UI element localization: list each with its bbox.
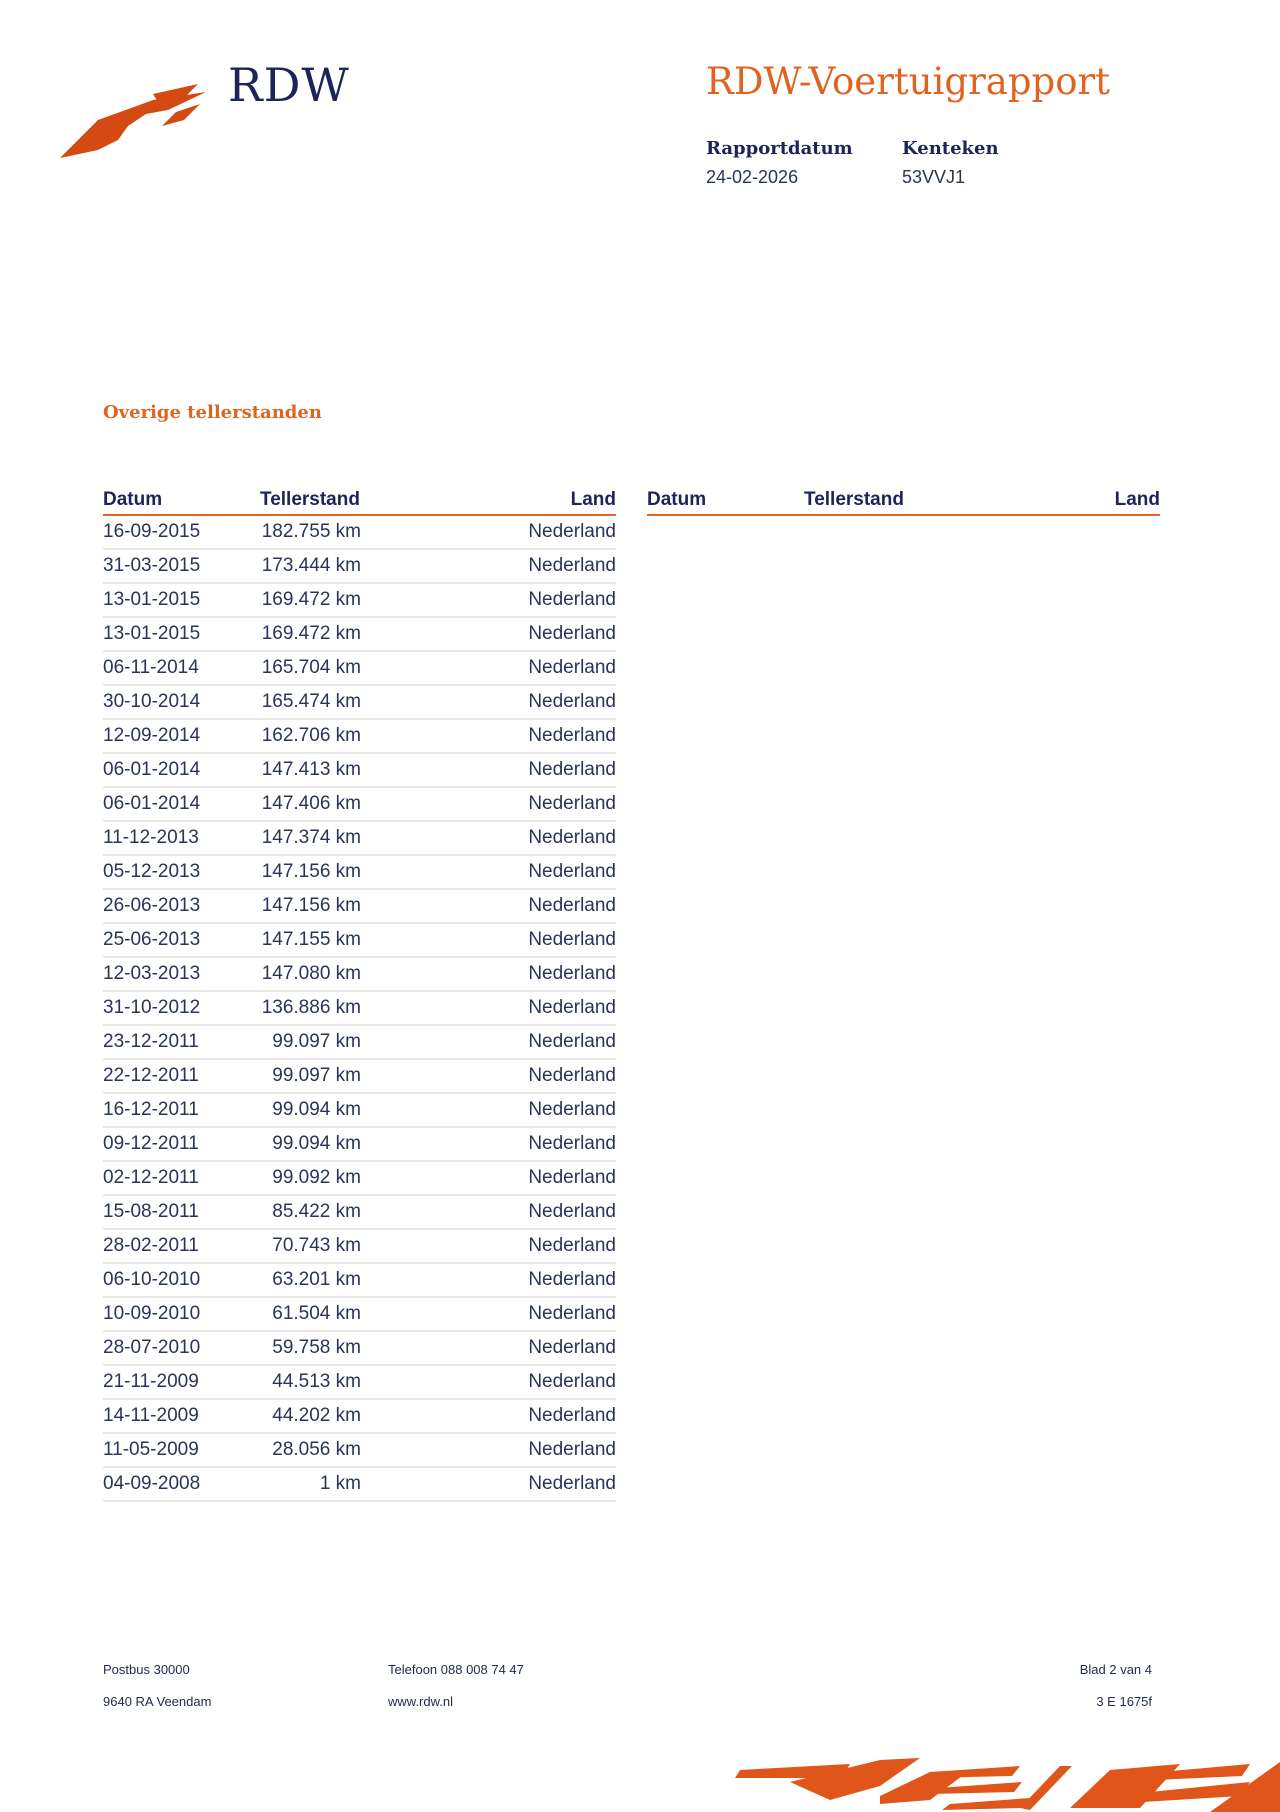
cell-land: Nederland [361, 1399, 616, 1433]
cell-tellerstand: 182.755 km [260, 515, 361, 549]
cell-land: Nederland [361, 1127, 616, 1161]
cell-tellerstand: 99.097 km [260, 1059, 361, 1093]
table-row [103, 549, 616, 583]
table-row [103, 787, 616, 821]
table-row [103, 1161, 616, 1195]
cell-tellerstand: 44.202 km [260, 1399, 361, 1433]
cell-land: Nederland [361, 1263, 616, 1297]
table-row [103, 1399, 616, 1433]
footer-address: 9640 RA Veendam [103, 1694, 212, 1709]
table-row [103, 957, 616, 991]
cell-datum: 06-11-2014 [103, 651, 260, 685]
cell-tellerstand: 99.094 km [260, 1093, 361, 1127]
table-row [103, 515, 616, 549]
table-row [103, 923, 616, 957]
kenteken-value: 53VVJ1 [902, 167, 966, 187]
cell-tellerstand: 99.097 km [260, 1025, 361, 1059]
cell-land: Nederland [361, 515, 616, 549]
cell-tellerstand: 147.156 km [260, 855, 361, 889]
cell-land: Nederland [361, 651, 616, 685]
cell-datum: 23-12-2011 [103, 1025, 260, 1059]
col-datum: Datum [103, 488, 260, 515]
cell-land: Nederland [361, 787, 616, 821]
cell-tellerstand: 147.374 km [260, 821, 361, 855]
cell-land: Nederland [361, 753, 616, 787]
cell-tellerstand: 147.413 km [260, 753, 361, 787]
cell-tellerstand: 169.472 km [260, 583, 361, 617]
cell-tellerstand: 28.056 km [260, 1433, 361, 1467]
cell-land: Nederland [361, 855, 616, 889]
cell-land: Nederland [361, 1467, 616, 1501]
table-row [103, 617, 616, 651]
footer-postbus: Postbus 30000 [103, 1662, 190, 1677]
kenteken-label: Kenteken [902, 138, 999, 159]
cell-land: Nederland [361, 923, 616, 957]
col-tellerstand-2: Tellerstand [804, 488, 905, 515]
cell-datum: 05-12-2013 [103, 855, 260, 889]
cell-land: Nederland [361, 549, 616, 583]
section-title: Overige tellerstanden [103, 402, 322, 423]
cell-datum: 16-09-2015 [103, 515, 260, 549]
table-row [103, 855, 616, 889]
table-row [103, 1127, 616, 1161]
cell-datum: 12-09-2014 [103, 719, 260, 753]
tellerstanden-table [103, 488, 616, 1502]
table-row [103, 1059, 616, 1093]
table-row [103, 1331, 616, 1365]
cell-tellerstand: 136.886 km [260, 991, 361, 1025]
cell-datum: 06-01-2014 [103, 753, 260, 787]
cell-datum: 21-11-2009 [103, 1365, 260, 1399]
col-datum-2: Datum [647, 488, 804, 515]
cell-land: Nederland [361, 889, 616, 923]
cell-land: Nederland [361, 991, 616, 1025]
cell-datum: 26-06-2013 [103, 889, 260, 923]
table-row [103, 1433, 616, 1467]
tellerstanden-table-2 [647, 488, 1160, 516]
kenteken-block [902, 138, 999, 188]
cell-tellerstand: 147.155 km [260, 923, 361, 957]
table-row [103, 1365, 616, 1399]
table-row [103, 1467, 616, 1501]
cell-land: Nederland [361, 1297, 616, 1331]
cell-tellerstand: 99.094 km [260, 1127, 361, 1161]
cell-datum: 25-06-2013 [103, 923, 260, 957]
cell-datum: 06-01-2014 [103, 787, 260, 821]
footer-page: Blad 2 van 4 [1079, 1662, 1152, 1677]
cell-datum: 09-12-2011 [103, 1127, 260, 1161]
cell-datum: 11-05-2009 [103, 1433, 260, 1467]
cell-land: Nederland [361, 583, 616, 617]
cell-land: Nederland [361, 617, 616, 651]
table-row [103, 1297, 616, 1331]
col-tellerstand: Tellerstand [260, 488, 361, 515]
cell-tellerstand: 85.422 km [260, 1195, 361, 1229]
cell-datum: 12-03-2013 [103, 957, 260, 991]
cell-datum: 16-12-2011 [103, 1093, 260, 1127]
footer-code: 3 E 1675f [1096, 1694, 1152, 1709]
cell-land: Nederland [361, 1229, 616, 1263]
cell-land: Nederland [361, 685, 616, 719]
cell-tellerstand: 173.444 km [260, 549, 361, 583]
cell-tellerstand: 99.092 km [260, 1161, 361, 1195]
cell-datum: 30-10-2014 [103, 685, 260, 719]
table-row [103, 889, 616, 923]
table-row [103, 1195, 616, 1229]
cell-land: Nederland [361, 1093, 616, 1127]
cell-land: Nederland [361, 719, 616, 753]
cell-land: Nederland [361, 1365, 616, 1399]
cell-datum: 02-12-2011 [103, 1161, 260, 1195]
table-row [103, 991, 616, 1025]
cell-datum: 11-12-2013 [103, 821, 260, 855]
cell-datum: 10-09-2010 [103, 1297, 260, 1331]
footer-website[interactable]: www.rdw.nl [388, 1694, 454, 1709]
cell-tellerstand: 44.513 km [260, 1365, 361, 1399]
table-row [103, 1229, 616, 1263]
cell-tellerstand: 147.156 km [260, 889, 361, 923]
cell-tellerstand: 169.472 km [260, 617, 361, 651]
table-row [103, 1263, 616, 1297]
cell-land: Nederland [361, 1433, 616, 1467]
cell-datum: 31-10-2012 [103, 991, 260, 1025]
table-row [103, 753, 616, 787]
table-row [103, 685, 616, 719]
cell-datum: 06-10-2010 [103, 1263, 260, 1297]
cell-tellerstand: 70.743 km [260, 1229, 361, 1263]
cell-land: Nederland [361, 1059, 616, 1093]
cell-land: Nederland [361, 1195, 616, 1229]
cell-tellerstand: 1 km [260, 1467, 361, 1501]
rapportdatum-value: 24-02-2026 [706, 167, 799, 187]
table-body [103, 515, 616, 1501]
cell-datum: 22-12-2011 [103, 1059, 260, 1093]
rdw-logo [58, 58, 348, 168]
table-row [103, 1093, 616, 1127]
cell-land: Nederland [361, 1161, 616, 1195]
footer-stripes-decoration [730, 1752, 1280, 1812]
cell-tellerstand: 162.706 km [260, 719, 361, 753]
cell-tellerstand: 165.704 km [260, 651, 361, 685]
table-row [103, 1025, 616, 1059]
cell-tellerstand: 59.758 km [260, 1331, 361, 1365]
cell-land: Nederland [361, 1025, 616, 1059]
cell-datum: 14-11-2009 [103, 1399, 260, 1433]
cell-datum: 04-09-2008 [103, 1467, 260, 1501]
table-row [103, 583, 616, 617]
cell-tellerstand: 61.504 km [260, 1297, 361, 1331]
cell-tellerstand: 147.406 km [260, 787, 361, 821]
rapportdatum-label: Rapportdatum [706, 138, 853, 159]
cell-datum: 13-01-2015 [103, 583, 260, 617]
rdw-wing-icon [58, 80, 208, 160]
cell-tellerstand: 165.474 km [260, 685, 361, 719]
cell-datum: 31-03-2015 [103, 549, 260, 583]
rapportdatum-block [706, 138, 853, 188]
cell-land: Nederland [361, 1331, 616, 1365]
logo-text: RDW [228, 58, 350, 112]
col-land: Land [361, 488, 616, 515]
report-title: RDW-Voertuigrapport [706, 60, 1111, 103]
cell-land: Nederland [361, 821, 616, 855]
footer-telefoon: Telefoon 088 008 74 47 [388, 1662, 524, 1677]
table-row [103, 821, 616, 855]
table-row [103, 651, 616, 685]
cell-datum: 28-02-2011 [103, 1229, 260, 1263]
cell-tellerstand: 147.080 km [260, 957, 361, 991]
cell-tellerstand: 63.201 km [260, 1263, 361, 1297]
col-land-2: Land [905, 488, 1160, 515]
table-row [103, 719, 616, 753]
cell-datum: 28-07-2010 [103, 1331, 260, 1365]
cell-land: Nederland [361, 957, 616, 991]
cell-datum: 13-01-2015 [103, 617, 260, 651]
cell-datum: 15-08-2011 [103, 1195, 260, 1229]
